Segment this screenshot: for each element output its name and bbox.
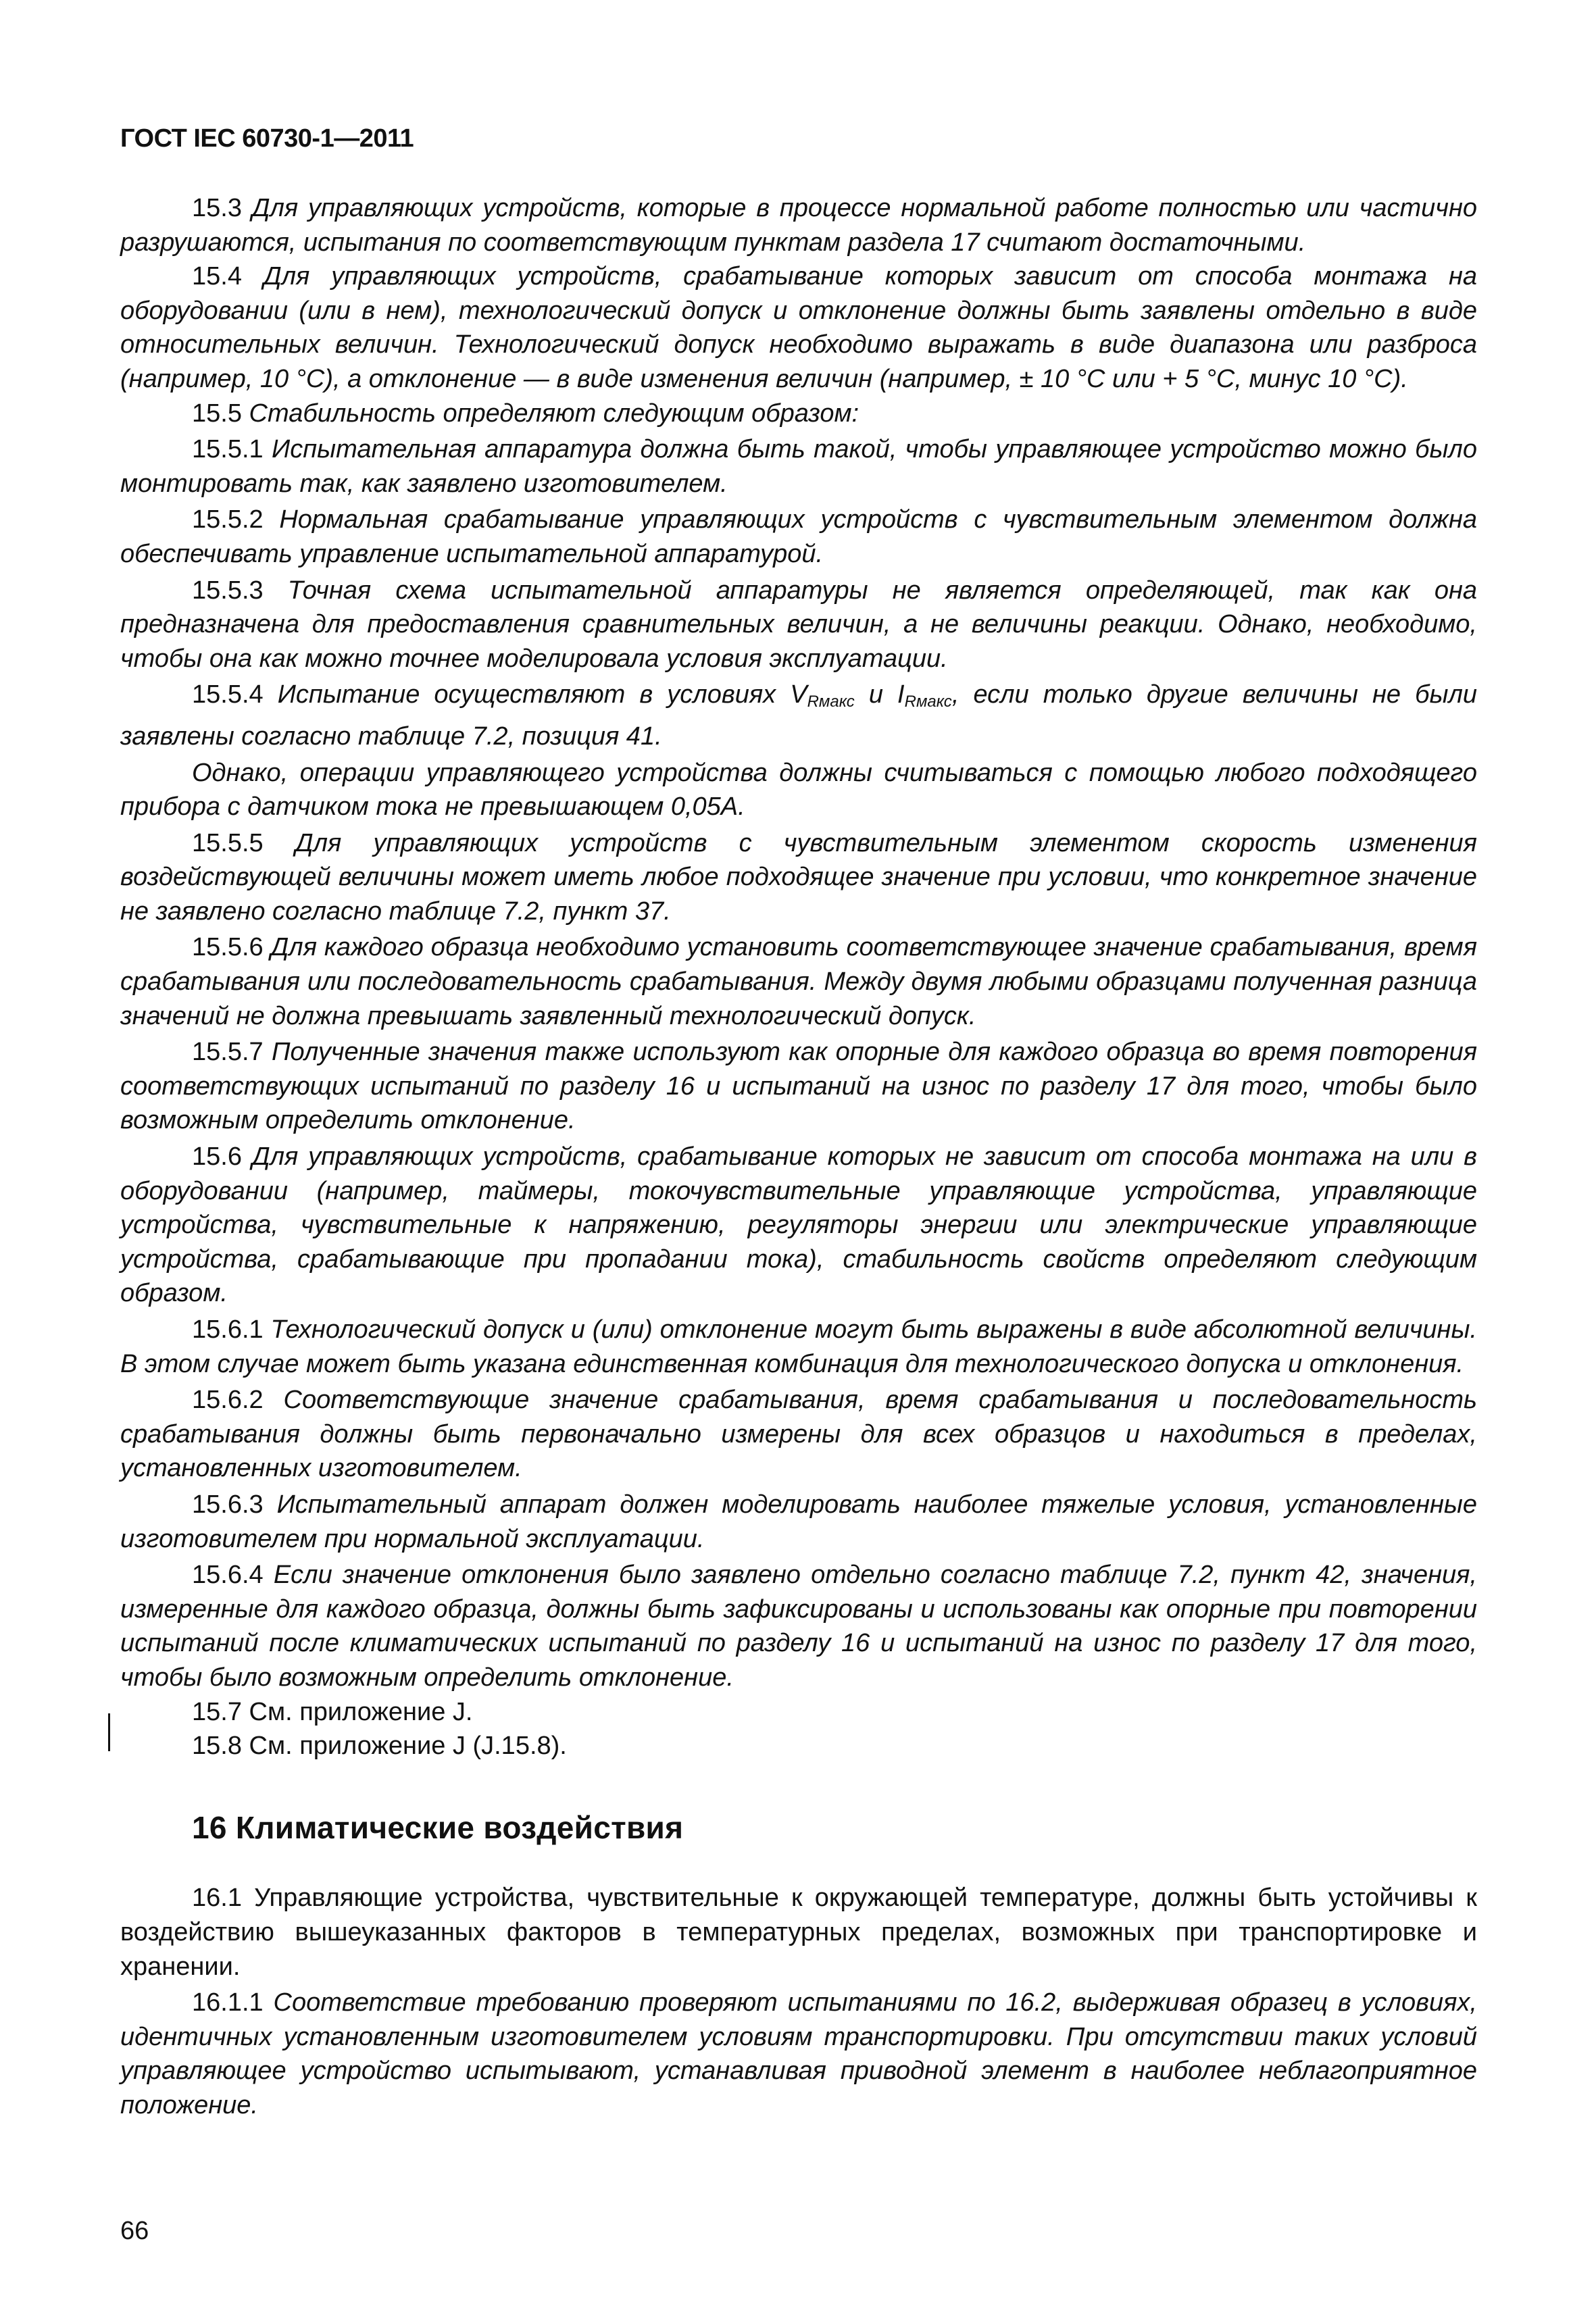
- paragraph-15-8: 15.8 См. приложение J (J.15.8).: [192, 1732, 567, 1761]
- document-body: [120, 191, 1477, 2122]
- paragraph-15-4: 15.4 Для управляющих устройств, срабатывание которых зависит от способа монтажа на оборудовании (или в нем), технологический допуск и отклонение должны быть заявлены отдельно в виде относительных величин. Технологический допуск необходимо выражать в виде диапазона или разброса (например, 10 °С), а отклонение — в виде изменения величин (например, ± 10 °С или + 5 °С, минус 10 °С).: [120, 262, 1477, 393]
- revision-change-bar: [108, 1713, 110, 1751]
- paragraph-15-7: 15.7 См. приложение J.: [192, 1697, 473, 1726]
- paragraph-15-6-3: 15.6.3 Испытательный аппарат должен моделировать наиболее тяжелые условия, установленные изготовителем при нормальной эксплуатации.: [120, 1490, 1477, 1553]
- paragraph-15-5-3: 15.5.3 Точная схема испытательной аппаратуры не является определяющей, так как она предназначена для предоставления сравнительных величин, а не величины реакции. Однако, необходимо, чтобы она как можно точнее моделировала условия эксплуатации.: [120, 576, 1477, 673]
- paragraph-15-5-4: 15.5.4 Испытание осуществляют в условиях $V_{Rмакс}$ и $I_{Rмакс}$, если только другие величины не были заявлены согласно таблице 7.2, позиция 41.: [120, 680, 1478, 751]
- paragraph-15-5: 15.5 Стабильность определяют следующим образом:: [192, 399, 859, 428]
- paragraph-15-3: 15.3 Для управляющих устройств, которые в процессе нормальной работе полностью или частично разрушаются, испытания по соответствующим пунктам раздела 17 считают достаточными.: [120, 194, 1477, 257]
- paragraph-15-6-4: 15.6.4 Если значение отклонения было заявлено отдельно согласно таблице 7.2, пункт 42, значения, измеренные для каждого образца, должны быть зафиксированы и использованы как опорные при повторении испытаний после климатических испытаний по разделу 16 и испытаний на износ по разделу 17 для того, чтобы было возможным определить отклонение.: [120, 1561, 1477, 1692]
- paragraph-15-5-1: 15.5.1 Испытательная аппаратура должна быть такой, чтобы управляющее устройство можно было монтировать так, как заявлено изготовителем.: [120, 435, 1477, 498]
- section-16-title: 16 Климатические воздействия: [192, 1809, 684, 1845]
- paragraph-15-5-7: 15.5.7 Полученные значения также используют как опорные для каждого образца во время повторения соответствующих испытаний по разделу 16 и испытаний на износ по разделу 17 для того, чтобы было возможным определить отклонение.: [120, 1038, 1478, 1135]
- standard-header: ГОСТ IEC 60730-1—2011: [120, 124, 414, 153]
- page-number: 66: [120, 2217, 149, 2245]
- paragraph-15-6: 15.6 Для управляющих устройств, срабатывание которых не зависит от способа монтажа на или в оборудовании (например, таймеры, токочувствительные управляющие устройства, управляющие устройства, чувствительные к напряжению, регуляторы энергии или электрические управляющие устройства, срабатывающие при пропадании тока), стабильность свойств определяют следующим образом.: [120, 1142, 1477, 1308]
- paragraph-15-6-1: 15.6.1 Технологический допуск и (или) отклонение могут быть выражены в виде абсолютной величины. В этом случае может быть указана единственная комбинация для технологического допуска и отклонения.: [120, 1315, 1477, 1378]
- paragraph-16-1-1: 16.1.1 Соответствие требованию проверяют испытаниями по 16.2, выдерживая образец в условиях, идентичных установленным изготовителем условиям транспортировки. При отсутствии таких условий управляющее устройство испытывают, устанавливая приводной элемент в наиболее неблагоприятное положение.: [120, 1988, 1477, 2119]
- paragraph-15-5-2: 15.5.2 Нормальная срабатывание управляющих устройств с чувствительным элементом должна обеспечивать управление испытательной аппаратурой.: [120, 505, 1477, 568]
- paragraph-15-5-4-note: Однако, операции управляющего устройства должны считываться с помощью любого подходящего прибора с датчиком тока не превышающем 0,05А.: [120, 758, 1477, 822]
- paragraph-15-6-2: 15.6.2 Соответствующие значение срабатывания, время срабатывания и последовательность срабатывания должны быть первоначально измерены для всех образцов и находиться в пределах, установленных изготовителем.: [120, 1386, 1477, 1483]
- paragraph-15-5-5: 15.5.5 Для управляющих устройств с чувствительным элементом скорость изменения воздействующей величины может иметь любое подходящее значение при условии, что конкретное значение не заявлено согласно таблице 7.2, пункт 37.: [120, 828, 1477, 926]
- paragraph-16-1: 16.1 Управляющие устройства, чувствительные к окружающей температуре, должны быть устойчивы к воздействию вышеуказанных факторов в температурных пределах, возможных при транспортировке и хранении.: [120, 1884, 1477, 1981]
- paragraph-15-5-6: 15.5.6 Для каждого образца необходимо установить соответствующее значение срабатывания, время срабатывания или последовательность срабатывания. Между двумя любыми образцами полученная разница значений не должна превышать заявленный технологический допуск.: [120, 933, 1477, 1030]
